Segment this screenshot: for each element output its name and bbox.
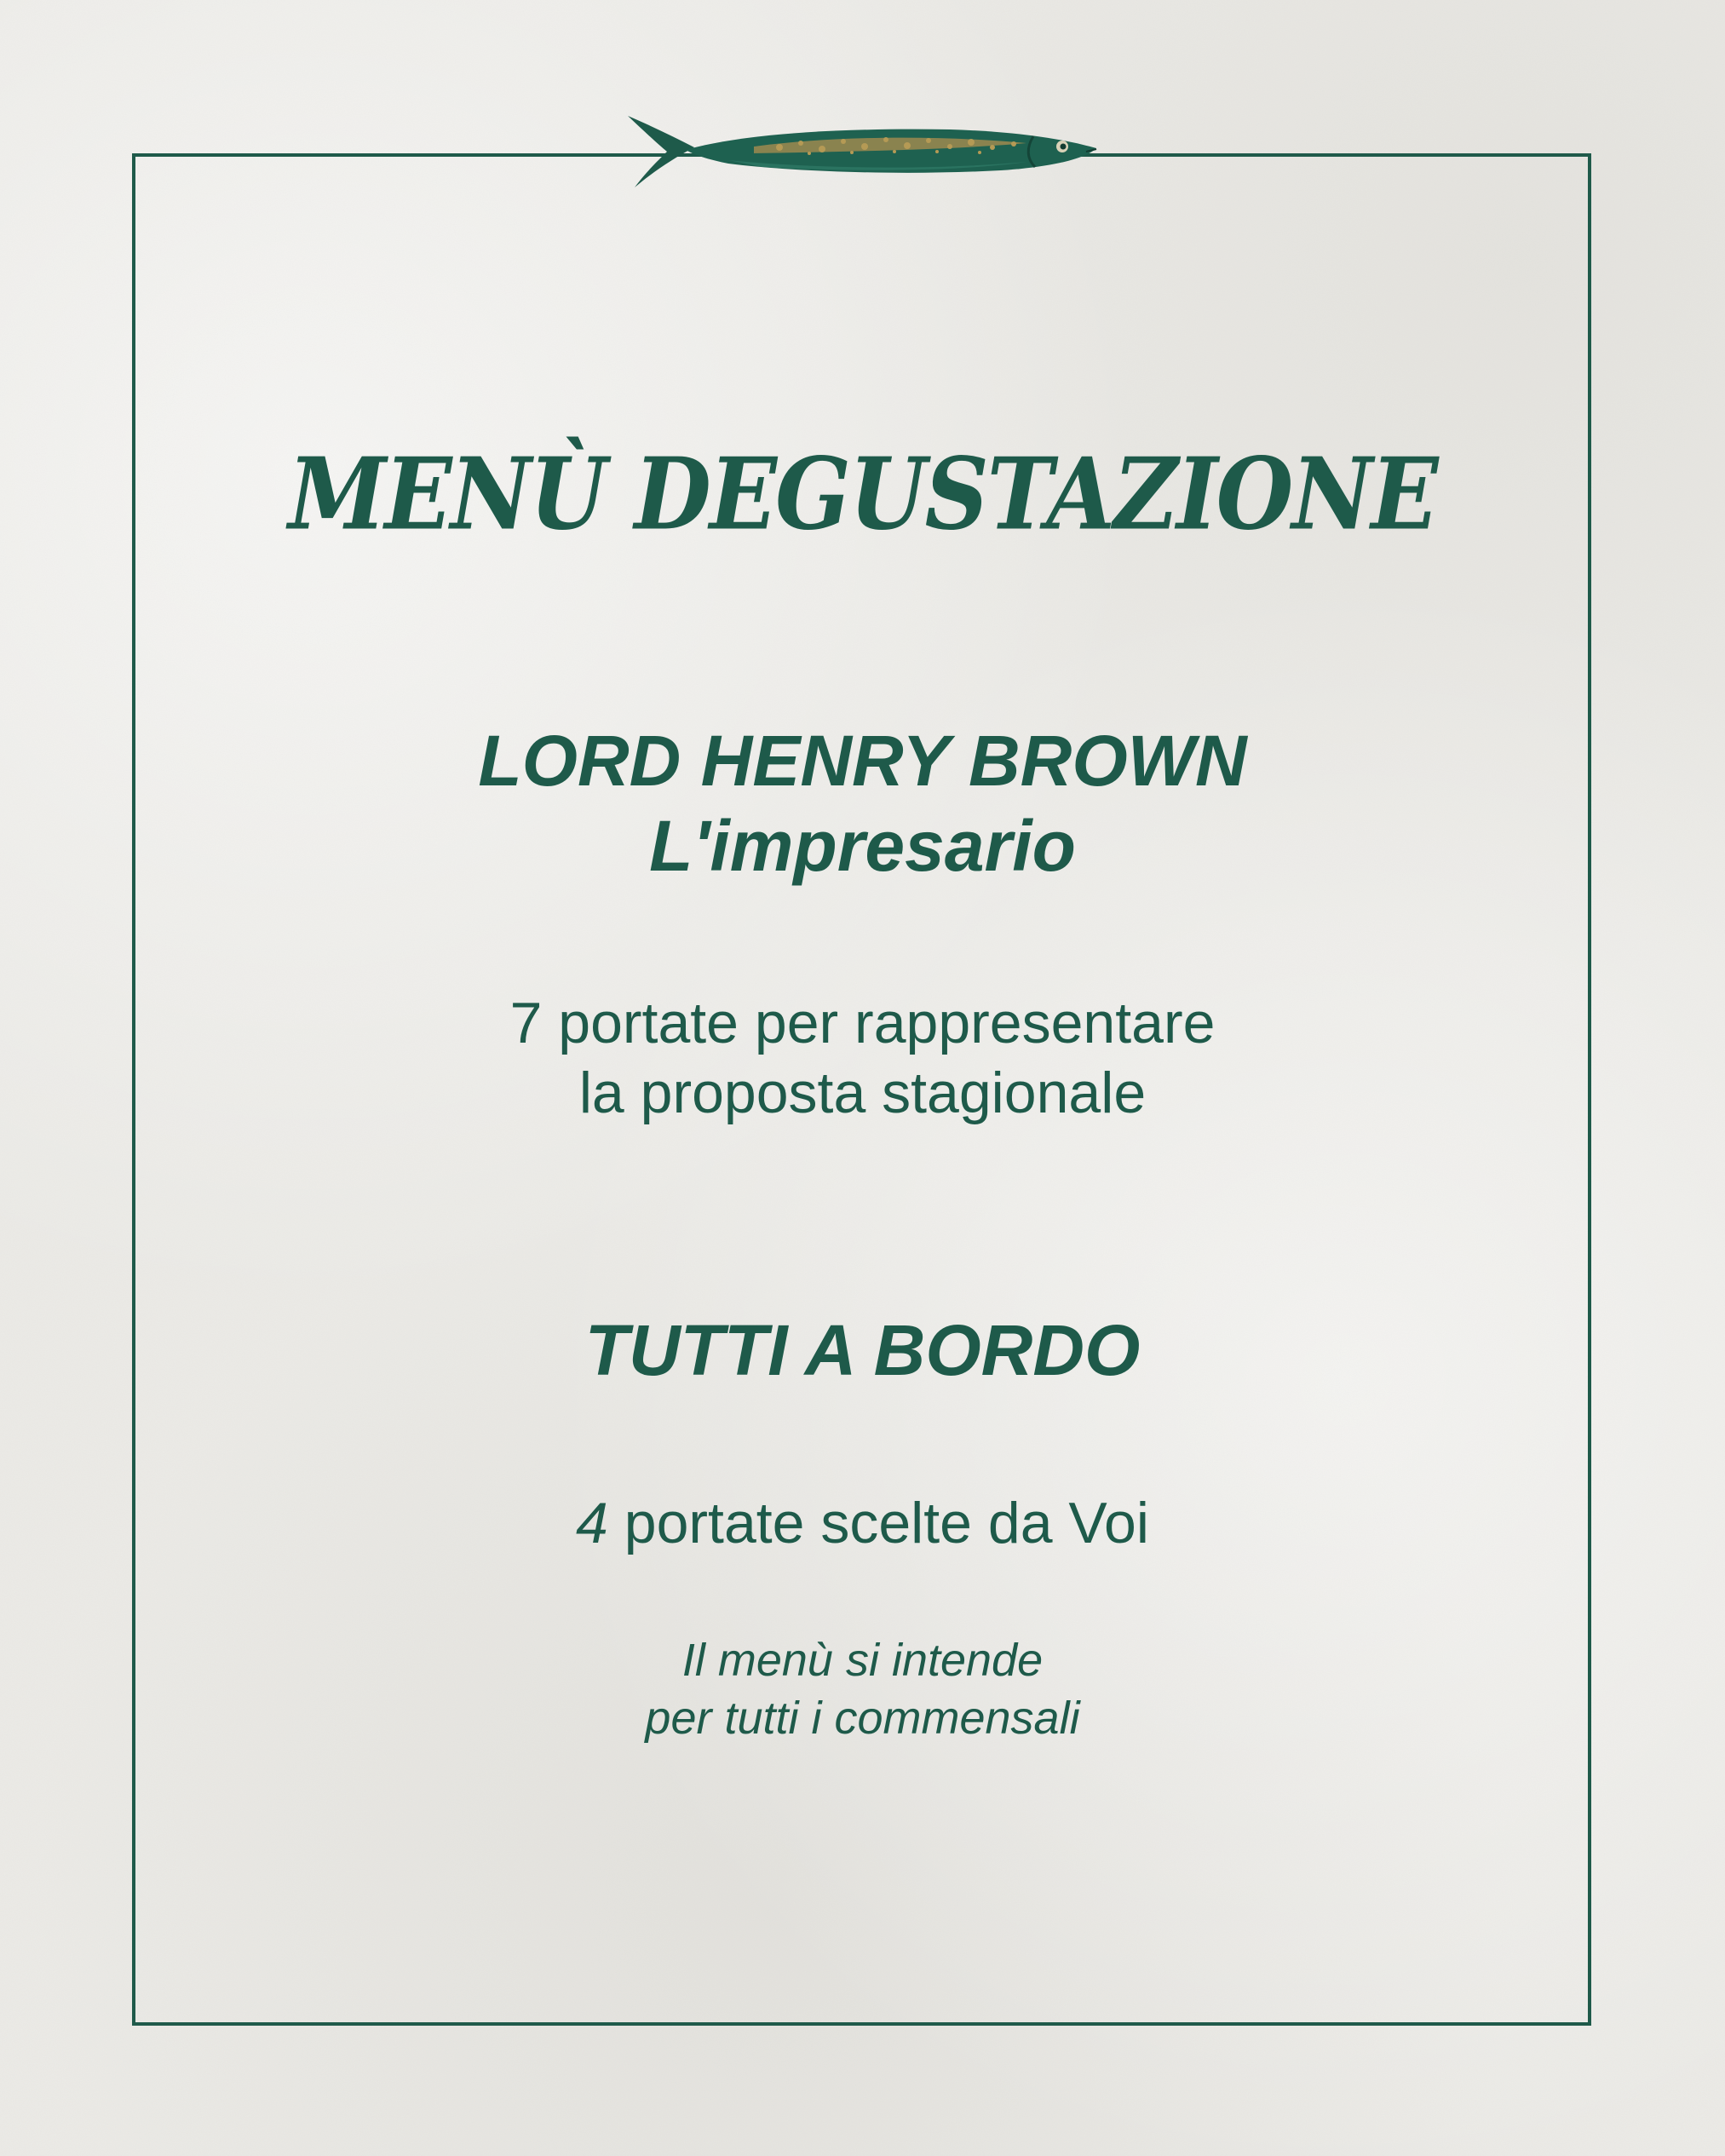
- menu-note-line: per tutti i commensali: [645, 1693, 1080, 1744]
- menu-name-lord-henry-brown: LORD HENRY BROWN: [478, 721, 1247, 801]
- menu-name-tutti-a-bordo: TUTTI A BORDO: [584, 1310, 1141, 1390]
- page-title: MENÙ DEGUSTAZIONE: [288, 434, 1437, 553]
- menu-description-line: 7 portate per rappresentare: [509, 991, 1216, 1055]
- menu-description-line: la proposta stagionale: [578, 1061, 1147, 1125]
- menu-description-line: [0, 1488, 1725, 1558]
- menu-subtitle: L'impresario: [649, 806, 1076, 886]
- menu-note-line: Il menù si intende: [681, 1635, 1044, 1686]
- course-description: portate scelte da Voi: [607, 1491, 1149, 1555]
- course-count: 4: [576, 1491, 608, 1555]
- sardine-fish-icon: [626, 109, 1103, 194]
